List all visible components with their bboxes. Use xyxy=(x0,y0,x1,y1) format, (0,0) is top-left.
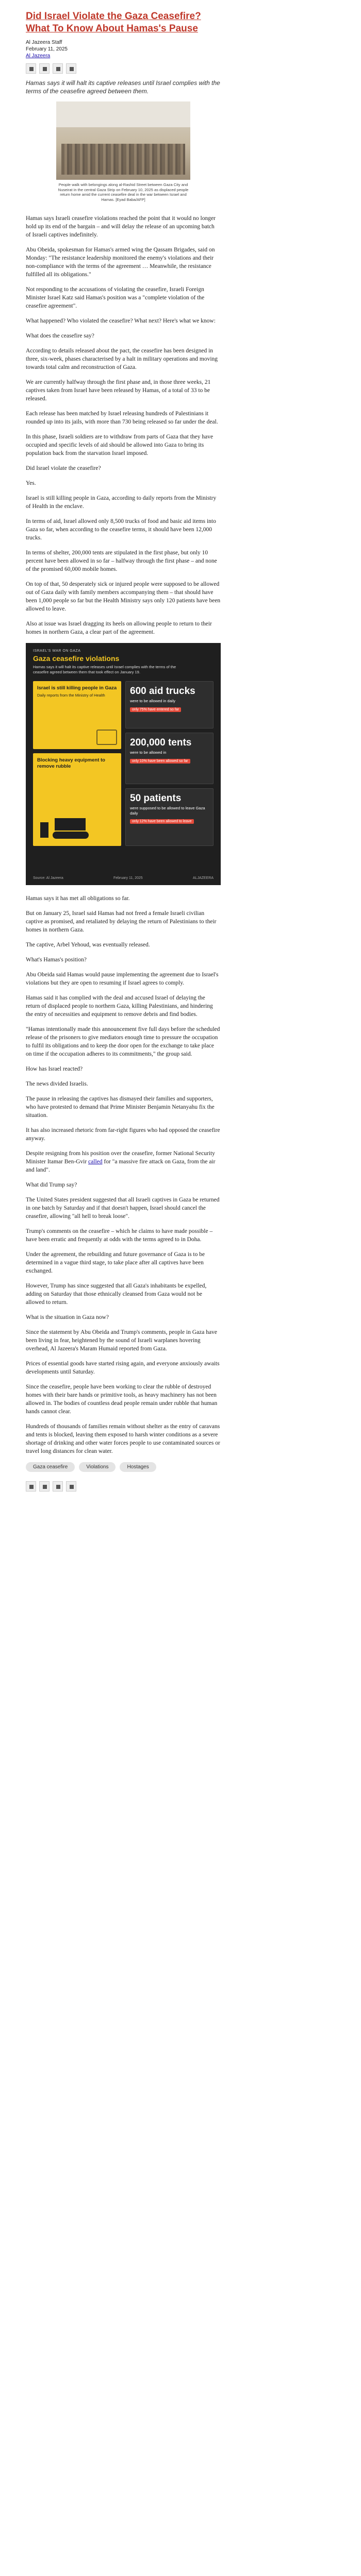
email-icon[interactable] xyxy=(66,1481,76,1492)
paragraph: The pause in releasing the captives has dismayed their families and supporters, who have protested to demand that Prime Minister Benjamin Netanyahu fix the situation. xyxy=(26,1096,215,1118)
card-tents-text: were to be allowed in xyxy=(130,750,167,755)
infographic-title: Gaza ceasefire violations xyxy=(33,654,120,663)
paragraph: But on January 25, Israel said Hamas had not freed a female Israeli civilian captive as promised, and retaliated by delaying the return of Palestinians to their homes in northern Gaza. xyxy=(26,910,217,933)
paragraph: Each release has been matched by Israel releasing hundreds of Palestinians it rounded up into its jails, with more than 730 being released so far under the deal. xyxy=(26,411,218,425)
paragraph: Not responding to the accusations of violating the ceasefire, Israeli Foreign Minister Israel Katz said Hamas's position was a "complete violation of the ceasefire agreement". xyxy=(26,286,205,309)
paragraph: Trump's comments on the ceasefire – which he claims to have made possible – have been erratic and frequently at odds with the terms agreed to in Doha. xyxy=(26,1228,213,1243)
infographic-footer xyxy=(33,876,214,880)
card-tents xyxy=(125,733,214,784)
hero-figure xyxy=(56,101,190,202)
photo-caption: People walk with belongings along al-Rashid Street between Gaza City and Nuseirat in the central Gaza Strip on February 10, 2025 as displaced people return home amid the current ceasefire deal in the war between Israel and Hamas. [Eyad Baba/AFP] xyxy=(58,182,189,202)
paragraph: In terms of shelter, 200,000 tents are stipulated in the first phase, but only 10 percent have been allowed in so far – halfway through the first phase – and none of the promised 60,000 mobile homes. xyxy=(26,550,217,572)
subheading: How has Israel reacted? xyxy=(26,1066,83,1072)
paragraph: Israel is still killing people in Gaza, according to daily reports from the Ministry of Health in the enclave. xyxy=(26,495,217,510)
card-rubble-head: Blocking heavy equipment to remove rubble xyxy=(37,757,105,769)
byline xyxy=(26,39,221,59)
bulldozer-icon xyxy=(39,815,101,841)
infographic-grid xyxy=(33,681,214,846)
para-text: Despite resigning from his position over the ceasefire, former National Security Minister Itamar Ben-Gvir xyxy=(26,1150,215,1165)
article-body-part2 xyxy=(26,894,221,1455)
paragraph: Hamas says it has met all obligations so far. xyxy=(26,895,130,902)
publish-date: February 11, 2025 xyxy=(26,46,68,52)
card-killing-text: Daily reports from the Ministry of Health xyxy=(37,693,105,698)
facebook-icon[interactable] xyxy=(26,63,36,74)
source-link[interactable]: Al Jazeera xyxy=(26,53,51,59)
subheading: What's Hamas's position? xyxy=(26,957,87,963)
subheading: Did Israel violate the ceasefire? xyxy=(26,465,101,471)
para-text: for "a massive fire attack on Gaza, from the air and land". xyxy=(26,1159,216,1173)
paragraph: Also at issue was Israel dragging its heels on allowing people to return to their homes in northern Gaza, a clear part of the agreement. xyxy=(26,621,212,635)
paragraph: In terms of aid, Israel allowed only 8,500 trucks of food and basic aid items into Gaza so far, when according to the ceasefire terms, it should have been 12,000 trucks. xyxy=(26,518,216,541)
card-rubble xyxy=(33,753,121,846)
article-body-part1 xyxy=(26,214,221,636)
subheading: What is the situation in Gaza now? xyxy=(26,1314,109,1320)
infographic-brand: ISRAEL'S WAR ON GAZA xyxy=(33,649,81,653)
paragraph: Prices of essential goods have started rising again, and everyone anxiously awaits developments until Saturday. xyxy=(26,1361,220,1375)
card-tents-big: 200,000 tents xyxy=(130,737,192,748)
paragraph: Abu Obeida said Hamas would pause implementing the agreement due to Israel's violations but they are open to resuming if Israel agrees to comply. xyxy=(26,972,219,986)
card-patients-big: 50 patients xyxy=(130,793,182,804)
hero-photo xyxy=(56,101,190,180)
paragraph: Yes. xyxy=(26,480,36,486)
infographic-subtitle: Hamas says it will halt its captive releases until Israel complies with the terms of the ceasefire agreed between them that took effect on January 19. xyxy=(33,665,176,674)
card-trucks-big: 600 aid trucks xyxy=(130,686,195,697)
paragraph: According to details released about the pact, the ceasefire has been designed in three, six-week, phases characterised by a halt in military operations and moving towards total calm and reconstruction of Gaza. xyxy=(26,348,218,370)
email-icon[interactable] xyxy=(66,63,76,74)
facebook-icon[interactable] xyxy=(26,1481,36,1492)
linkedin-icon[interactable] xyxy=(53,1481,63,1492)
ceasefire-violations-infographic xyxy=(26,643,221,885)
twitter-icon[interactable] xyxy=(39,1481,50,1492)
twitter-icon[interactable] xyxy=(39,63,50,74)
paragraph: Hamas says Israeli ceasefire violations reached the point that it would no longer hold up its end of the bargain – and will delay the release of an upcoming batch of Israeli captives indefinitely. xyxy=(26,215,216,238)
author: Al Jazeera Staff xyxy=(26,40,62,45)
card-patients-pill: only 12% have been allowed to leave xyxy=(130,819,194,824)
card-trucks-text: were to be allowed in daily xyxy=(130,699,175,703)
paragraph: "Hamas intentionally made this announcement five full days before the scheduled release of the prisoners to give mediators enough time to pressure the occupation to fulfil its obligations and to keep the door open for the exchange to take place on time if the occupation adheres to its commitments," the group said. xyxy=(26,1026,220,1057)
card-killing xyxy=(33,681,121,749)
paragraph: We are currently halfway through the first phase and, in those three weeks, 21 captives taken from Israel have been released by Hamas, of a total of 33 to be released. xyxy=(26,379,211,402)
paragraph-with-link xyxy=(26,1149,221,1174)
card-trucks xyxy=(125,681,214,728)
tag-hostages[interactable]: Hostages xyxy=(120,1462,156,1472)
paragraph: The captive, Arbel Yehoud, was eventually released. xyxy=(26,942,150,948)
share-bar-top xyxy=(26,63,221,74)
tag-gaza-ceasefire[interactable]: Gaza ceasefire xyxy=(26,1462,75,1472)
paragraph: Abu Obeida, spokesman for Hamas's armed wing the Qassam Brigades, said on Monday: "The resistance leadership monitored the enemy's violations and their non-compliance with the terms of the agreement … Meanwhile, the resistance fulfilled all its obligations." xyxy=(26,247,215,278)
paragraph: What happened? Who violated the ceasefire? What next? Here's what we know: xyxy=(26,318,216,324)
paragraph: Under the agreement, the rebuilding and future governance of Gaza is to be determined in a vague third stage, to take place after all captives have been exchanged. xyxy=(26,1251,205,1274)
skull-icon xyxy=(96,730,117,745)
subheading: What does the ceasefire say? xyxy=(26,333,94,339)
paragraph: Since the statement by Abu Obeida and Trump's comments, people in Gaza have been living in fear, heightened by the sound of Israeli warplanes hovering overhead, Al Jazeera's Maram Humaid reported from Gaza. xyxy=(26,1329,217,1352)
card-patients xyxy=(125,788,214,846)
paragraph: The United States president suggested that all Israeli captives in Gaza be returned in one batch by Saturday and if that doesn't happen, Israel should cancel the ceasefire, allowing "all hell to break loose". xyxy=(26,1197,220,1219)
paragraph: On top of that, 50 desperately sick or injured people were supposed to be allowed out of Gaza daily with family members accompanying them – that should have been 1,000 people so far but the Health Ministry says only 120 patients have been allowed to leave. xyxy=(26,581,221,612)
infographic-source: Source: Al Jazeera xyxy=(33,876,63,880)
called-link[interactable]: called xyxy=(88,1159,103,1165)
paragraph: However, Trump has since suggested that all Gaza's inhabitants be expelled, adding on Saturday that those ethnically cleansed from Gaza would not be allowed to return. xyxy=(26,1283,207,1306)
article-title[interactable]: Did Israel Violate the Gaza Ceasefire? What To Know About Hamas's Pause xyxy=(26,11,201,34)
card-killing-head: Israel is still killing people in Gaza xyxy=(37,685,117,691)
article-content xyxy=(26,10,221,1502)
card-patients-text: were supposed to be allowed to leave Gaza daily xyxy=(130,806,205,816)
card-trucks-pill: only 75% have entered so far xyxy=(130,707,181,712)
paragraph: It has also increased rhetoric from far-right figures who had opposed the ceasefire anyway. xyxy=(26,1127,220,1142)
aljazeera-logo: ALJAZEERA xyxy=(192,876,214,880)
paragraph: The news divided Israelis. xyxy=(26,1081,88,1087)
tag-violations[interactable]: Violations xyxy=(79,1462,116,1472)
linkedin-icon[interactable] xyxy=(53,63,63,74)
subheading: What did Trump say? xyxy=(26,1182,77,1188)
article-lede: Hamas says it will halt its captive releases until Israel complies with the terms of the ceasefire agreed between them. xyxy=(26,79,220,95)
infographic-date: February 11, 2025 xyxy=(113,876,143,880)
paragraph: Hundreds of thousands of families remain without shelter as the entry of caravans and tents is blocked, leaving them exposed to harsh winter conditions as a severe shortage of drinking and other water forces people to use contaminated sources or travel long distances for clean water. xyxy=(26,1423,220,1454)
paragraph: Since the ceasefire, people have been working to clear the rubble of destroyed homes with their bare hands or primitive tools, as heavy machinery has not been allowed in. The bodies of countless dead people remain under rubble that human hands cannot clear. xyxy=(26,1384,218,1415)
share-bar-bottom xyxy=(26,1481,221,1492)
topic-tags xyxy=(26,1462,221,1472)
paragraph: Hamas said it has complied with the deal and accused Israel of delaying the return of displaced people to northern Gaza, killing Palestinians, and hindering the entry of necessities and equipment to remove debris and find bodies. xyxy=(26,995,213,1018)
card-tents-pill: only 10% have been allowed so far xyxy=(130,759,190,764)
paragraph: In this phase, Israeli soldiers are to withdraw from parts of Gaza that they have occupied and specific levels of aid should be allowed into Gaza to bring its population back from the starvation Israel imposed. xyxy=(26,434,214,456)
